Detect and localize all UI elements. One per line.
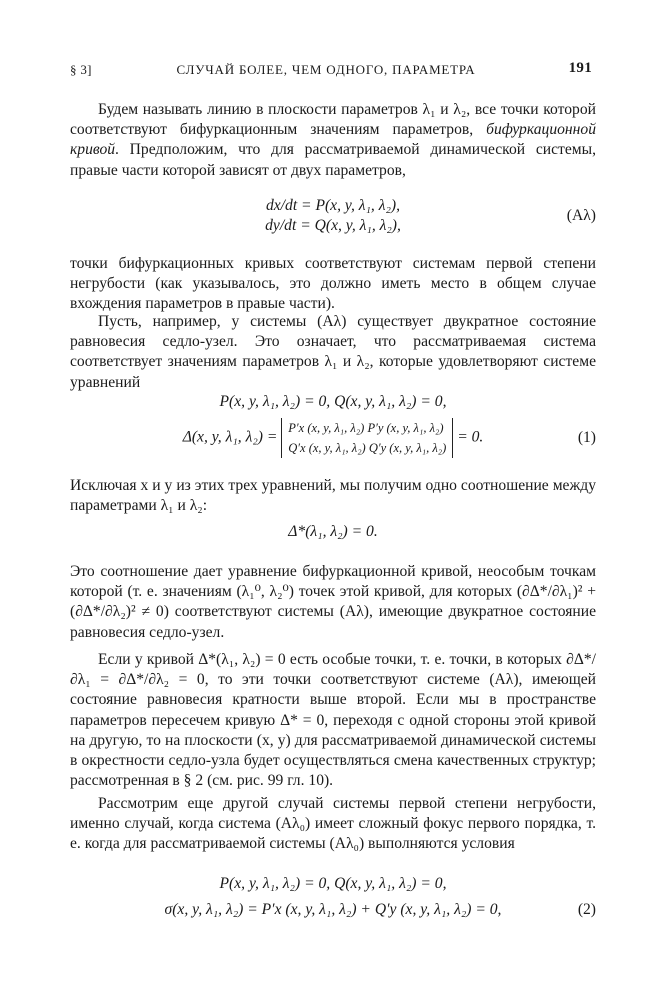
equation-label: (Aλ)	[566, 207, 596, 224]
paragraph-3: Пусть, например, у системы (Aλ) существует двукратное состояние равновесия седло-узел. Это означает, что рассматриваемая система соответствует значениям параметров λ₁ и λ₂, которые удовлетворяют системе уравнений	[70, 313, 596, 391]
page-number: 191	[568, 60, 592, 76]
equation-1: P(x, y, λ₁, λ₂) = 0, Q(x, y, λ₁, λ₂) = 0, Δ(x, y, λ₁, λ₂) = P′x (x, y, λ₁, λ₂) P′y (x, y, λ₁, λ₂) Q′x (x, y, λ₁, λ₂) Q′y (x, y, λ₁, λ₂) = 0. (1)	[70, 392, 596, 468]
paragraph-4: Исключая x и y из этих трех уравнений, мы получим одно соотношение между параметрами λ₁ и λ₂:	[70, 477, 596, 515]
section-marker: § 3]	[70, 62, 92, 77]
equation-delta: Δ*(λ₁, λ₂) = 0.	[288, 523, 378, 540]
paragraph-6: Если у кривой Δ*(λ₁, λ₂) = 0 есть особые точки, т. е. точки, в которых ∂Δ*/∂λ₁ = ∂Δ*/∂λ₂ = 0, то эти точки соответствуют системе (Aλ), имеющей состояние равновесия кратности выше второй. Если мы в пространстве параметров пересечем кривую Δ* = 0, переходя с одной стороны этой кривой на другую, то на плоскости (x, y) для рассматриваемой динамической системы в окрестности седло-узла будет осуществляться смена качественных структур; рассмотренная в § 2 (см. рис. 99 гл. 10).	[70, 651, 596, 790]
equation-label: (1)	[577, 429, 596, 446]
equation-A-lambda: dx/dt = P(x, y, λ₁, λ₂), dy/dt = Q(x, y, λ₁, λ₂), (Aλ)	[265, 197, 596, 235]
paragraph-5: Это соотношение дает уравнение бифуркационной кривой, неособым точкам которой (т. е. значениям (λ₁⁰, λ₂⁰) точек этой кривой, для которых (∂Δ*/∂λ₁)² + (∂Δ*/∂λ₂)² ≠ 0) соответствуют системы (Aλ), имеющие двукратное состояние равновесия седло-узел.	[70, 563, 596, 641]
running-title: СЛУЧАЙ БОЛЕЕ, ЧЕМ ОДНОГО, ПАРАМЕТРА	[176, 62, 476, 77]
paragraph-7: Рассмотрим еще другой случай системы первой степени негрубости, именно случай, когда система (Aλ₀) имеет сложный фокус первого порядка, т. е. когда для рассматриваемой системы (Aλ₀) выполняются условия	[70, 795, 596, 853]
paragraph-1: Будем называть линию в плоскости параметров λ₁ и λ₂, все точки которой соответствуют бифуркационным значениям параметров, бифуркационной кривой. Предположим, что для рассматриваемой динамической системы, правые части которой зависят от двух параметров,	[70, 101, 596, 179]
term-bifurcation-curve: бифуркационной кривой	[70, 121, 596, 159]
paragraph-2: точки бифуркационных кривых соответствуют системам первой степени негрубости (как указывалось, это должно иметь место в общем случае вхождения параметров в правые части).	[70, 255, 596, 313]
equation-label: (2)	[577, 901, 596, 918]
equation-2: P(x, y, λ₁, λ₂) = 0, Q(x, y, λ₁, λ₂) = 0, σ(x, y, λ₁, λ₂) = P′x (x, y, λ₁, λ₂) + Q′y (x, y, λ₁, λ₂) = 0, (2)	[164, 875, 596, 919]
jacobian-determinant: P′x (x, y, λ₁, λ₂) P′y (x, y, λ₁, λ₂) Q′x (x, y, λ₁, λ₂) Q′y (x, y, λ₁, λ₂)	[281, 418, 453, 458]
